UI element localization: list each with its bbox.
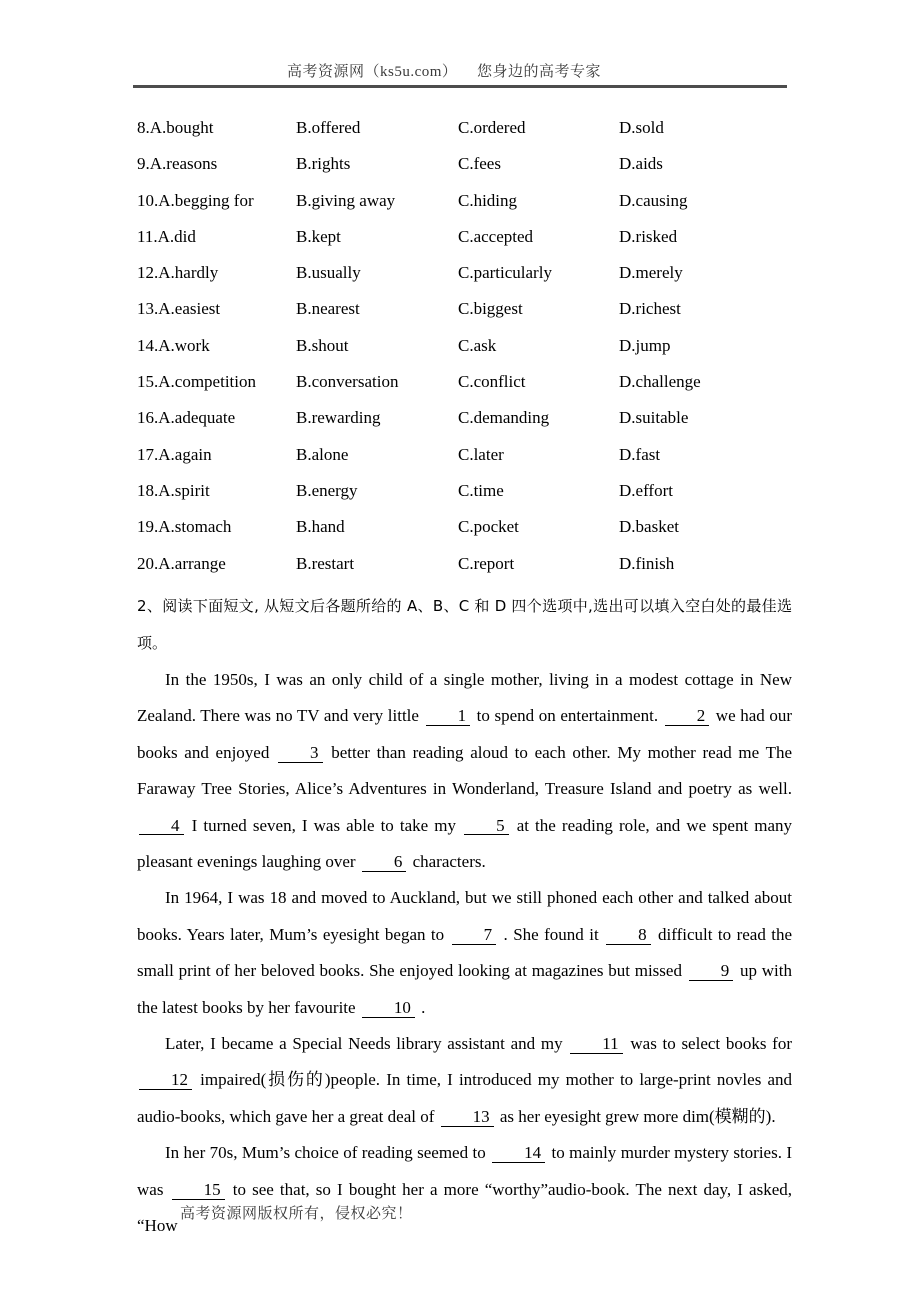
option-row xyxy=(137,227,797,263)
option-choice-b[interactable]: B.rights xyxy=(296,154,351,174)
option-choice-c[interactable]: C.later xyxy=(458,444,504,464)
passage-text: we had our books and enjoyed xyxy=(137,706,793,762)
option-choice-b[interactable]: B.rewarding xyxy=(296,408,381,428)
option-row xyxy=(137,517,797,553)
option-choice-a[interactable]: 12.A.hardly xyxy=(137,263,219,283)
passage-body xyxy=(137,662,792,1245)
option-choice-a[interactable]: 9.A.reasons xyxy=(137,154,218,174)
option-choice-a[interactable]: 8.A.bought xyxy=(137,118,214,137)
passage-text: at the reading role, and we spent many pleasant evenings laughing over xyxy=(137,815,793,872)
option-choice-b[interactable]: B.conversation xyxy=(296,372,399,392)
blank-1[interactable]: 1 xyxy=(426,707,471,726)
option-choice-b[interactable]: B.hand xyxy=(296,517,345,537)
passage-paragraph-2 xyxy=(137,880,792,1026)
option-choice-d[interactable]: D.merely xyxy=(619,263,683,283)
blank-3[interactable]: 3 xyxy=(278,744,323,763)
option-choice-a[interactable]: 11.A.did xyxy=(137,226,196,246)
blank-10[interactable]: 10 xyxy=(362,999,415,1018)
option-row xyxy=(137,118,797,154)
page-header xyxy=(133,60,787,88)
option-choice-b[interactable]: B.restart xyxy=(296,553,355,573)
option-choice-a[interactable]: 10.A.begging for xyxy=(137,190,254,210)
option-row xyxy=(137,154,797,190)
option-choice-a[interactable]: 14.A.work xyxy=(137,335,210,355)
passage-paragraph-3 xyxy=(137,1026,792,1135)
option-choice-c[interactable]: C.particularly xyxy=(458,263,552,283)
passage-text: up with the latest books by her favourite xyxy=(137,961,793,1017)
passage-text: to spend on entertainment. xyxy=(476,706,659,726)
option-choice-d[interactable]: D.effort xyxy=(619,480,673,500)
option-choice-d[interactable]: D.basket xyxy=(619,517,679,537)
option-choice-d[interactable]: D.aids xyxy=(619,154,663,174)
passage-text: In her 70s, Mum’s choice of reading seemed to xyxy=(165,1143,486,1163)
blank-8[interactable]: 8 xyxy=(606,926,651,945)
option-choice-d[interactable]: D.challenge xyxy=(619,372,701,392)
option-choice-c[interactable]: C.accepted xyxy=(458,226,534,246)
option-choice-d[interactable]: D.sold xyxy=(619,118,664,137)
option-choice-a[interactable]: 16.A.adequate xyxy=(137,408,236,428)
option-choice-c[interactable]: C.demanding xyxy=(458,408,550,428)
passage-text: better than reading aloud to each other. My mother read me The Faraway Tree Stories, Alice’s Adventures in Wonderland, Treasure Island and poetry as well. xyxy=(137,742,792,799)
option-choice-d[interactable]: D.jump xyxy=(619,335,671,355)
option-choice-d[interactable]: D.finish xyxy=(619,553,675,573)
option-choice-a[interactable]: 13.A.easiest xyxy=(137,299,221,319)
option-row xyxy=(137,445,797,481)
blank-4[interactable]: 4 xyxy=(139,817,184,836)
blank-13[interactable]: 13 xyxy=(441,1108,494,1127)
option-choice-b[interactable]: B.nearest xyxy=(296,299,360,319)
option-choice-d[interactable]: D.risked xyxy=(619,226,678,246)
passage-text: . She found it xyxy=(503,924,599,944)
passage-text: difficult to read the small print of her beloved books. She enjoyed looking at magazines but missed xyxy=(137,924,793,981)
option-choice-b[interactable]: B.energy xyxy=(296,480,358,500)
option-row xyxy=(137,191,797,227)
option-row xyxy=(137,263,797,299)
option-choice-a[interactable]: 19.A.stomach xyxy=(137,517,232,537)
option-choice-a[interactable]: 20.A.arrange xyxy=(137,553,226,573)
option-choice-c[interactable]: C.conflict xyxy=(458,372,526,392)
option-choice-d[interactable]: D.richest xyxy=(619,299,681,319)
blank-6[interactable]: 6 xyxy=(362,853,407,872)
option-choice-c[interactable]: C.ask xyxy=(458,335,497,355)
passage-paragraph-4 xyxy=(137,1135,792,1244)
option-choice-a[interactable]: 17.A.again xyxy=(137,444,212,464)
option-choice-a[interactable]: 15.A.competition xyxy=(137,372,256,392)
option-choice-d[interactable]: D.fast xyxy=(619,444,661,464)
option-choice-c[interactable]: C.report xyxy=(458,553,515,573)
passage-text: Later, I became a Special Needs library assistant and my xyxy=(165,1034,563,1054)
passage-paragraph-1 xyxy=(137,662,792,880)
header-slogan: 您身边的高考专家 xyxy=(477,64,602,80)
option-choice-a[interactable]: 18.A.spirit xyxy=(137,480,210,500)
option-choice-c[interactable]: C.ordered xyxy=(458,118,526,137)
blank-12[interactable]: 12 xyxy=(139,1071,192,1090)
blank-7[interactable]: 7 xyxy=(452,926,497,945)
option-choice-d[interactable]: D.suitable xyxy=(619,408,689,428)
option-row xyxy=(137,299,797,335)
option-choice-b[interactable]: B.alone xyxy=(296,444,349,464)
option-row xyxy=(137,372,797,408)
passage-text: to mainly murder mystery stories. I was xyxy=(137,1143,793,1199)
option-choice-d[interactable]: D.causing xyxy=(619,190,688,210)
option-choice-b[interactable]: B.shout xyxy=(296,335,349,355)
option-choice-b[interactable]: B.giving away xyxy=(296,190,396,210)
passage-text: characters. xyxy=(412,852,486,872)
option-row xyxy=(137,481,797,517)
blank-11[interactable]: 11 xyxy=(570,1035,622,1054)
passage-text: I turned seven, I was able to take my xyxy=(191,815,457,835)
passage-text: was to select books for xyxy=(630,1034,792,1054)
option-row xyxy=(137,336,797,372)
multiple-choice-options xyxy=(137,118,797,590)
passage-text: to see that, so I bought her a more “worthy”audio-book. The next day, I asked, “How xyxy=(137,1179,793,1236)
option-row xyxy=(137,554,797,590)
passage-text: as her eyesight grew more dim(模糊的). xyxy=(499,1106,776,1126)
option-choice-c[interactable]: C.pocket xyxy=(458,517,519,537)
blank-15[interactable]: 15 xyxy=(172,1181,225,1200)
header-site-name: 高考资源网（ks5u.com） xyxy=(287,64,458,80)
question-instruction: 2、阅读下面短文, 从短文后各题所给的 A、B、C 和 D 四个选项中,选出可以填入空白处的最佳选项。 xyxy=(137,597,792,652)
option-choice-c[interactable]: C.fees xyxy=(458,154,501,174)
blank-2[interactable]: 2 xyxy=(665,707,710,726)
option-choice-c[interactable]: C.hiding xyxy=(458,190,518,210)
blank-5[interactable]: 5 xyxy=(464,817,509,836)
passage-text: impaired(损伤的)people. In time, I introduced my mother to large-print novles and audio-books, which gave her a great deal of xyxy=(137,1070,792,1126)
passage-text: In the 1950s, I was an only child of a single mother, living in a modest cottage in New Zealand. There was no TV and very little xyxy=(137,670,792,726)
option-choice-c[interactable]: C.time xyxy=(458,480,504,500)
page-footer-copyright: 高考资源网版权所有，侵权必究！ xyxy=(180,1204,413,1222)
option-choice-b[interactable]: B.kept xyxy=(296,226,341,246)
option-row xyxy=(137,408,797,444)
passage-text: In 1964, I was 18 and moved to Auckland, but we still phoned each other and talked about books. Years later, Mum’s eyesight began to xyxy=(137,888,792,944)
option-choice-b[interactable]: B.usually xyxy=(296,263,361,283)
header-divider xyxy=(133,85,787,88)
option-choice-c[interactable]: C.biggest xyxy=(458,299,523,319)
blank-14[interactable]: 14 xyxy=(492,1144,545,1163)
blank-9[interactable]: 9 xyxy=(689,962,734,981)
passage-text: . xyxy=(421,997,426,1017)
option-choice-b[interactable]: B.offered xyxy=(296,118,361,137)
